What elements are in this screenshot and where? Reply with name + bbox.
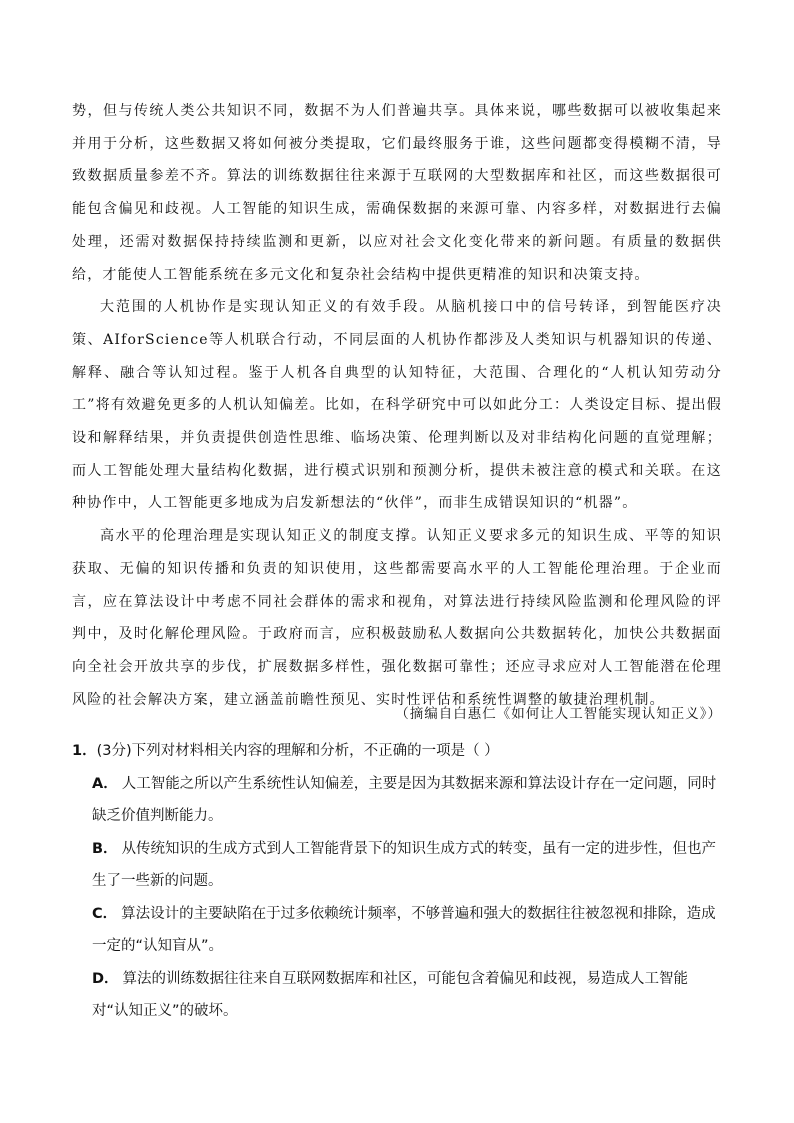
question-stem (72, 735, 722, 768)
question-1 (72, 735, 722, 1028)
option-b-text: 从传统知识的生成方式到人工智能背景下的知识生成方式的转变，虽有一定的进步性，但也产生了一些新的问题。 (92, 840, 717, 889)
option-c[interactable] (72, 898, 722, 963)
option-b-letter: B． (92, 840, 118, 857)
passage-paragraph-2: 大范围的人机协作是实现认知正义的有效手段。从脑机接口中的信号转译，到智能医疗决策、AIforScience等人机联合行动，不同层面的人机协作都涉及人类知识与机器知识的传递、解释、融合等认知过程。鉴于人机各自典型的认知特征，大范围、合理化的“人机认知劳动分工”将有效避免更多的人机认知偏差。比如，在科学研究中可以如此分工：人类设定目标、提出假设和解释结果，并负责提供创造性思维、临场决策、伦理判断以及对非结构化问题的直觉理解；而人工智能处理大量结构化数据，进行模式识别和预测分析，提供未被注意的模式和关联。在这种协作中，人工智能更多地成为启发新想法的“伙伴”，而非生成错误知识的“机器”。 (72, 299, 722, 512)
option-a-letter: A． (92, 775, 118, 792)
option-b[interactable] (72, 833, 722, 898)
option-a[interactable] (72, 768, 722, 833)
option-d-text: 算法的训练数据往往来自互联网数据库和社区，可能包含着偏见和歧视，易造成人工智能对“认知正义”的破坏。 (92, 970, 689, 1019)
option-a-text: 人工智能之所以产生系统性认知偏差，主要是因为其数据来源和算法设计存在一定问题，同时缺乏价值判断能力。 (92, 775, 717, 824)
passage-paragraph-3: 高水平的伦理治理是实现认知正义的制度支撑。认知正义要求多元的知识生成、平等的知识获取、无偏的知识传播和负责的知识使用，这些都需要高水平的人工智能伦理治理。于企业而言，应在算法设计中考虑不同社会群体的需求和视角，对算法进行持续风险监测和伦理风险的评判中，及时化解伦理风险。于政府而言，应积极鼓励私人数据向公共数据转化，加快公共数据面向全社会开放共享的步伐，扩展数据多样性，强化数据可靠性；还应寻求应对人工智能潜在伦理风险的社会解决方案，建立涵盖前瞻性预见、实时性评估和系统性调整的敏捷治理机制。 (72, 528, 722, 708)
reading-passage (72, 95, 722, 716)
passage-paragraph-1: 势，但与传统人类公共知识不同，数据不为人们普遍共享。具体来说，哪些数据可以被收集起来并用于分析，这些数据又将如何被分类提取，它们最终服务于谁，这些问题都变得模糊不清，导致数据质量参差不齐。算法的训练数据往往来源于互联网的大型数据库和社区，而这些数据很可能包含偏见和歧视。人工智能的知识生成，需确保数据的来源可靠、内容多样，对数据进行去偏处理，还需对数据保持持续监测和更新，以应对社会文化变化带来的新问题。有质量的数据供给，才能使人工智能系统在多元文化和复杂社会结构中提供更精准的知识和决策支持。 (72, 103, 722, 283)
option-d-letter: D． (92, 970, 119, 987)
question-number: 1． (72, 743, 97, 759)
option-c-text: 算法设计的主要缺陷在于过多依赖统计频率，不够普遍和强大的数据往往被忽视和排除，造成一定的“认知盲从”。 (92, 905, 716, 954)
passage-source: （摘编自白惠仁《如何让人工智能实现认知正义》） (395, 706, 722, 722)
option-d[interactable] (72, 963, 722, 1028)
question-text: (3分)下列对材料相关内容的理解和分析，不正确的一项是（ ） (96, 743, 499, 759)
option-c-letter: C． (92, 905, 118, 922)
